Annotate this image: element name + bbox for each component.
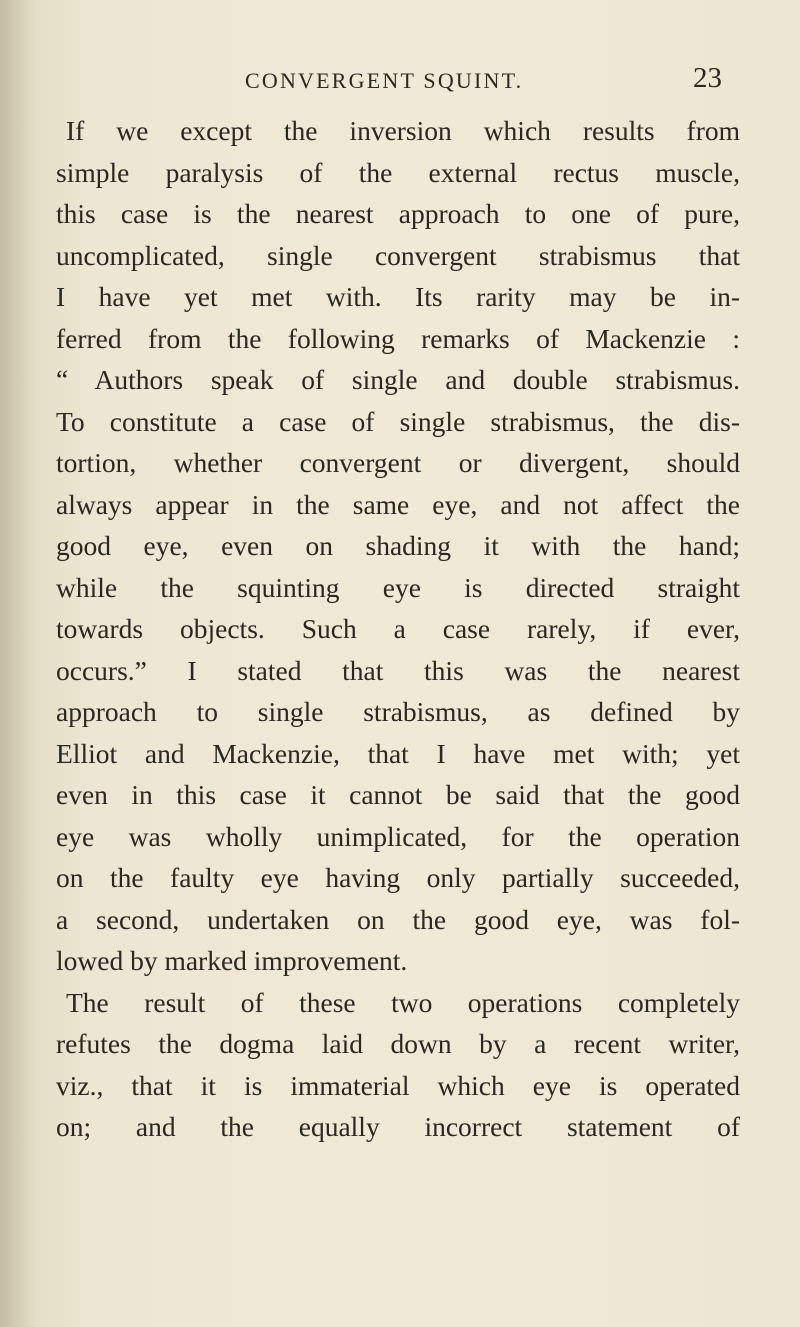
text-line: To constitute a case of single strabismus, the dis- [56,405,740,437]
text-line: viz., that it is immaterial which eye is operated [56,1069,740,1101]
text-line: on; and the equally incorrect statement of [56,1111,740,1142]
text-line: towards objects. Such a case rarely, if ever, [56,613,740,644]
gutter-shadow [0,0,36,1327]
running-head [0,62,800,102]
text-line: always appear in the same eye, and not affect the [56,488,740,520]
text-line: tortion, whether convergent or divergent, should [56,447,740,478]
text-line: lowed by marked improvement. [56,945,408,976]
running-head-title: CONVERGENT SQUINT. [245,68,524,93]
text-line: I have yet met with. Its rarity may be in- [56,281,740,312]
text-line: ferred from the following remarks of Mackenzie : [56,322,740,354]
text-line: uncomplicated, single convergent strabismus that [56,239,740,271]
text-line: a second, undertaken on the good eye, was fol- [56,903,740,935]
text-line: “ Authors speak of single and double strabismus. [56,364,740,395]
text-line: occurs.” I stated that this was the nearest [56,654,740,686]
text-line: good eye, even on shading it with the hand; [56,530,740,561]
text-line: even in this case it cannot be said that the good [56,779,740,810]
body-text [56,110,740,1148]
text-line: while the squinting eye is directed straight [56,571,740,603]
text-line: approach to single strabismus, as defined by [56,696,740,727]
text-line: The result of these two operations completely [66,986,740,1018]
text-line: eye was wholly unimplicated, for the operation [56,820,740,852]
text-line: on the faulty eye having only partially succeeded, [56,862,740,893]
text-line: simple paralysis of the external rectus muscle, [56,156,740,188]
text-line: this case is the nearest approach to one of pure, [56,198,740,229]
text-line: Elliot and Mackenzie, that I have met with; yet [56,737,740,769]
text-line: refutes the dogma laid down by a recent writer, [56,1028,740,1059]
page-number: 23 [693,62,722,94]
text-line: If we except the inversion which results from [66,115,740,146]
